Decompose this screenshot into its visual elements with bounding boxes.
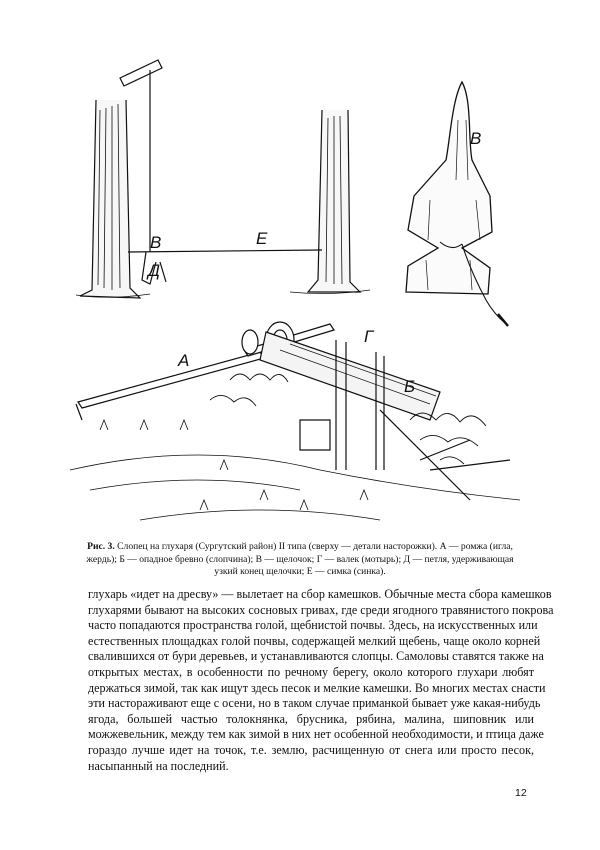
body-line: насыпанный на последний. [88,758,229,773]
caption-line-3: узкий конец щелочки; Е — симка (синка). [214,566,386,577]
caption-line-1 [64,541,536,554]
body-line: глухарями бывают на высоких сосновых гривах, где среди ягодного травянистого покрова [88,602,554,617]
trap-detail-drawing [76,60,370,298]
body-line: гораздо лучше идет на точок, т.е. землю, расчищенную от снега или просто песок, [88,742,534,757]
caption-text-1: Слопец на глухаря (Сургутский район) II типа (сверху — детали насторожки). А — ромжа (игла, [117,541,513,552]
label-a: А [178,351,190,370]
main-trap-drawing [70,322,520,520]
caption-line-2: жердь); Б — опадное бревно (слопчина); В — щелочок; Г — валек (мотырь); Д — петля, удерживающая [86,553,514,565]
body-line: свалившихся от бури деревьев, и устанавливаются слопцы. Самоловы ставятся также на [88,649,544,664]
caption-lead: Рис. 3. [87,541,115,552]
body-line: ягода, большей частью толокнянка, брусника, рябина, малина, шиповник или [88,711,534,726]
body-paragraph [88,587,554,774]
page-number: 12 [515,787,527,799]
body-line: глухарь «идет на дресву» — вылетает на сбор камешков. Обычные места сбора камешков [88,587,552,601]
label-v-detail: В [470,129,482,148]
label-v-top: В [150,233,162,252]
label-d: Д [148,261,160,280]
body-line: часто попадаются пространства голой, щебнистой почвы. Здесь, на искусственных или [88,618,538,633]
body-line: эти настораживают еще с осени, но в таком случае приманкой бывает уже какая-нибудь [88,696,541,711]
body-line: можжевельник, между тем как зимой в них нет особенной необходимости, и птица даже [88,727,544,742]
label-b: Б [404,377,416,396]
label-e: Е [256,229,268,248]
body-line: открытых местах, в особенности по речному берегу, около которого глухари любят [88,664,534,679]
body-line: естественных площадках голой почвы, содержащей мелкий щебень, чаще около корней [88,633,541,648]
label-g: Г [364,327,374,346]
detail-shaped-stick [406,82,508,326]
body-line: держаться зимой, так как ищут здесь песок и мелкие камешки. Во многих местах снасти [88,680,546,695]
figure-caption [64,541,536,579]
